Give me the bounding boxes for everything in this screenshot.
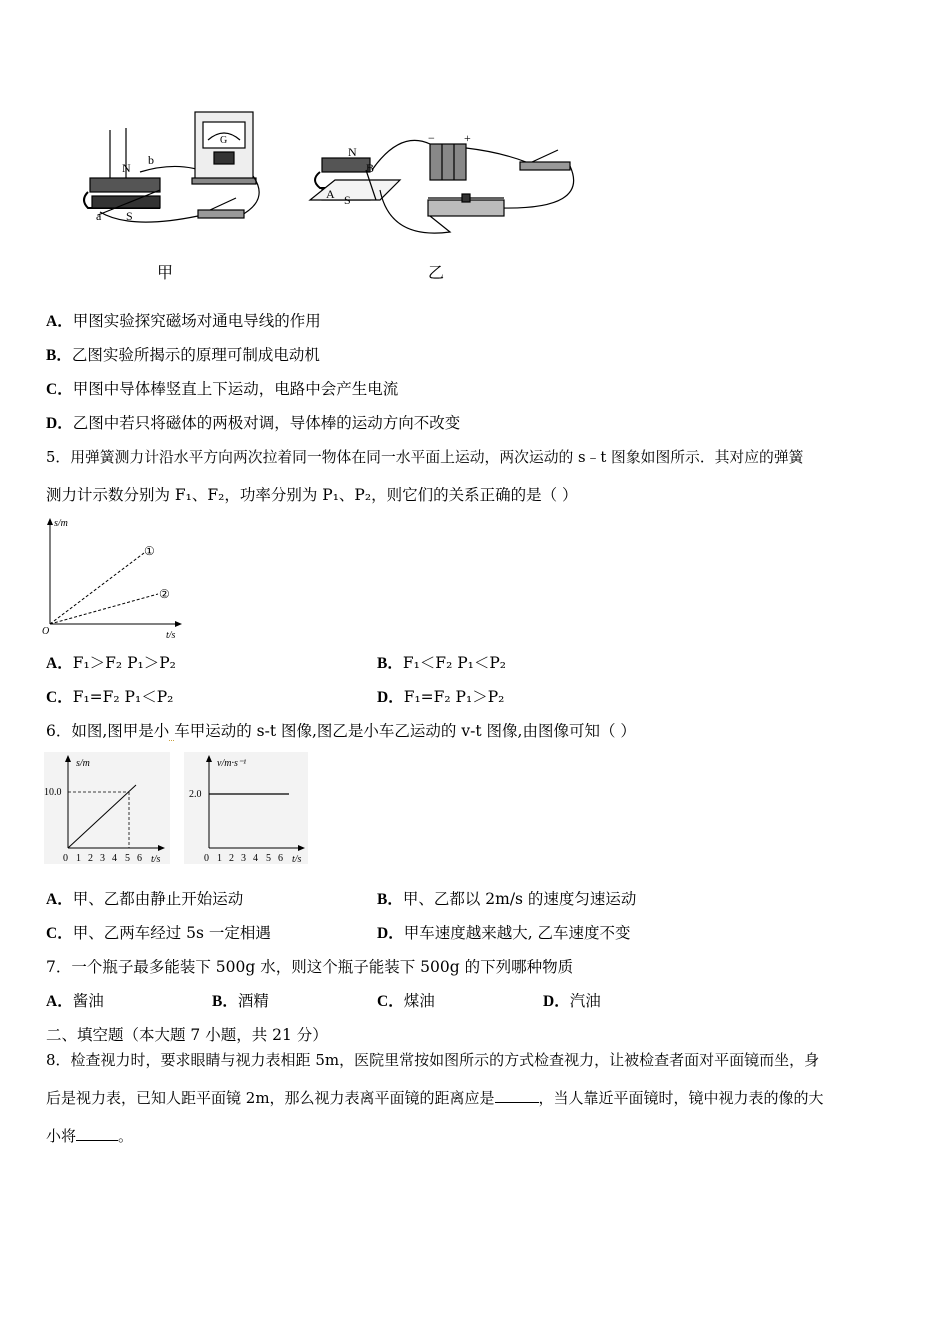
option-text: 汽油 [569, 992, 601, 1010]
y-tick-label: 2.0 [189, 789, 202, 800]
label-n-jia: N [122, 161, 131, 175]
label-s-yi: S [344, 193, 351, 207]
option-text: 甲、乙两车经过 5s 一定相遇 [72, 924, 271, 942]
option-text: F₁=F₂ P₁＜P₂ [72, 688, 174, 706]
origin-label: O [42, 626, 50, 637]
apparatus-figure [70, 100, 590, 270]
option-text: 甲图实验探究磁场对通电导线的作用 [72, 312, 321, 330]
option-letter: B． [46, 347, 72, 364]
answer-blank-1[interactable] [495, 1088, 539, 1103]
label-b-jia: b [148, 153, 154, 167]
option-text: 煤油 [403, 992, 435, 1010]
q8-line2 [46, 1088, 824, 1108]
q4-option-d [46, 413, 460, 434]
option-letter: B． [212, 993, 238, 1010]
q5-option-b [377, 653, 506, 674]
q6-stem-part1: 6．如图,图甲是小 [46, 722, 170, 740]
line-1-label: ① [144, 544, 155, 558]
q4-option-a [46, 311, 321, 332]
x-axis-arrow [298, 845, 305, 851]
series-line [68, 785, 136, 848]
x-tick-2: 2 [229, 853, 234, 864]
caption-yi: 乙 [428, 263, 445, 282]
q7-option-c [377, 991, 435, 1012]
q6-chart-yi [184, 752, 308, 864]
x-axis-label: t/s [166, 630, 176, 641]
x-tick-5: 5 [266, 853, 271, 864]
label-a-jia: a [96, 209, 102, 223]
x-tick-6: 6 [278, 853, 283, 864]
q7-stem: 7．一个瓶子最多能装下 500g 水，则这个瓶子能装下 500g 的下列哪种物质 [46, 958, 574, 976]
q5-st-graph [40, 516, 190, 642]
option-text: 甲、乙都由静止开始运动 [72, 890, 244, 908]
q8-line2-part2: ，当人靠近平面镜时，镜中视力表的像的大 [538, 1089, 824, 1107]
figure-jia-apparatus [84, 112, 259, 222]
answer-blank-2[interactable] [76, 1126, 118, 1141]
label-g-jia: G [220, 135, 228, 146]
option-letter: A． [46, 891, 73, 908]
x-axis-arrow [175, 621, 182, 627]
option-letter: C． [46, 925, 73, 942]
x-tick-0: 0 [63, 853, 68, 864]
option-text: 乙图中若只将磁体的两极对调，导体棒的运动方向不改变 [72, 414, 461, 432]
q5-option-a [46, 653, 176, 674]
option-letter: D． [377, 925, 404, 942]
option-letter: A． [46, 993, 73, 1010]
y-tick-label: 10.0 [44, 787, 62, 798]
q8-line2-part1: 后是视力表，已知人距平面镜 2m，那么视力表离平面镜的距离应是 [46, 1089, 495, 1107]
x-tick-4: 4 [253, 853, 258, 864]
option-letter: A． [46, 313, 73, 330]
q5-stem-line2: 测力计示数分别为 F₁、F₂，功率分别为 P₁、P₂，则它们的关系正确的是（ ） [46, 486, 578, 504]
option-text: 乙图实验所揭示的原理可制成电动机 [71, 346, 320, 364]
q8-line3-part1: 小将 [46, 1127, 77, 1145]
y-axis-label: s/m [76, 758, 90, 769]
label-s-jia: S [126, 209, 133, 223]
label-n-yi: N [348, 145, 357, 159]
option-text: F₁=F₂ P₁＞P₂ [403, 688, 505, 706]
option-letter: B． [377, 655, 403, 672]
option-letter: A． [46, 655, 73, 672]
option-letter: D． [377, 689, 404, 706]
x-tick-3: 3 [241, 853, 246, 864]
q6-stem [46, 721, 636, 741]
q7-option-a [46, 991, 104, 1012]
x-tick-5: 5 [125, 853, 130, 864]
option-letter: D． [543, 993, 570, 1010]
x-tick-1: 1 [217, 853, 222, 864]
option-text: 甲、乙都以 2m/s 的速度匀速运动 [402, 890, 637, 908]
x-tick-3: 3 [100, 853, 105, 864]
q6-option-d [377, 923, 631, 944]
option-text: 甲图中导体棒竖直上下运动，电路中会产生电流 [72, 380, 399, 398]
q5-option-c [46, 687, 173, 708]
q8-line1: 8．检查视力时，要求眼睛与视力表相距 5m，医院里常按如图所示的方式检查视力，让被检查者面对平面镜而坐，身 [46, 1051, 820, 1069]
x-tick-4: 4 [112, 853, 117, 864]
option-text: 酱油 [72, 992, 104, 1010]
option-letter: C． [377, 993, 404, 1010]
label-minus-yi: − [428, 131, 435, 145]
q4-option-b [46, 345, 320, 366]
option-letter: C． [46, 381, 73, 398]
x-tick-6: 6 [137, 853, 142, 864]
option-text: F₁＜F₂ P₁＜P₂ [402, 654, 506, 672]
y-axis-arrow [206, 755, 212, 762]
option-letter: C． [46, 689, 73, 706]
q7-option-d [543, 991, 601, 1012]
x-tick-0: 0 [204, 853, 209, 864]
q6-chart-jia [44, 752, 170, 864]
y-axis-arrow [65, 755, 71, 762]
q6-option-a [46, 889, 243, 910]
option-letter: D． [46, 415, 73, 432]
x-tick-2: 2 [88, 853, 93, 864]
option-text: 酒精 [237, 992, 269, 1010]
q8-line3 [46, 1126, 133, 1146]
line-2 [50, 594, 158, 624]
option-text: 甲车速度越来越大, 乙车速度不变 [403, 924, 631, 942]
label-a-yi: A [326, 187, 335, 201]
label-plus-yi: + [464, 131, 471, 145]
q4-option-c [46, 379, 398, 400]
option-text: F₁＞F₂ P₁＞P₂ [72, 654, 176, 672]
q6-option-b [377, 889, 636, 910]
option-letter: B． [377, 891, 403, 908]
q6-option-c [46, 923, 271, 944]
q5-option-d [377, 687, 504, 708]
q8-line3-part2: 。 [118, 1127, 134, 1145]
x-axis-label: t/s [292, 854, 302, 864]
q7-option-b [212, 991, 269, 1012]
x-axis-label: t/s [151, 854, 161, 864]
line-1 [50, 553, 144, 624]
section-heading: 二、填空题（本大题 7 小题，共 21 分） [46, 1026, 328, 1044]
line-2-label: ② [159, 587, 170, 601]
y-axis-arrow [47, 518, 53, 525]
q5-stem-line1: 5．用弹簧测力计沿水平方向两次拉着同一物体在同一水平面上运动，两次运动的 s﹣t 图象如图所示．其对应的弹簧 [46, 449, 804, 466]
q6-stem-part2: 车甲运动的 s-t 图像,图乙是小车乙运动的 v-t 图像,由图像可知（ ） [174, 722, 636, 740]
y-axis-label: s/m [54, 518, 68, 529]
label-b-yi: B [366, 161, 375, 175]
x-axis-arrow [158, 845, 165, 851]
y-axis-label: v/m·s⁻¹ [217, 758, 247, 769]
x-tick-1: 1 [76, 853, 81, 864]
caption-jia: 甲 [157, 263, 174, 282]
